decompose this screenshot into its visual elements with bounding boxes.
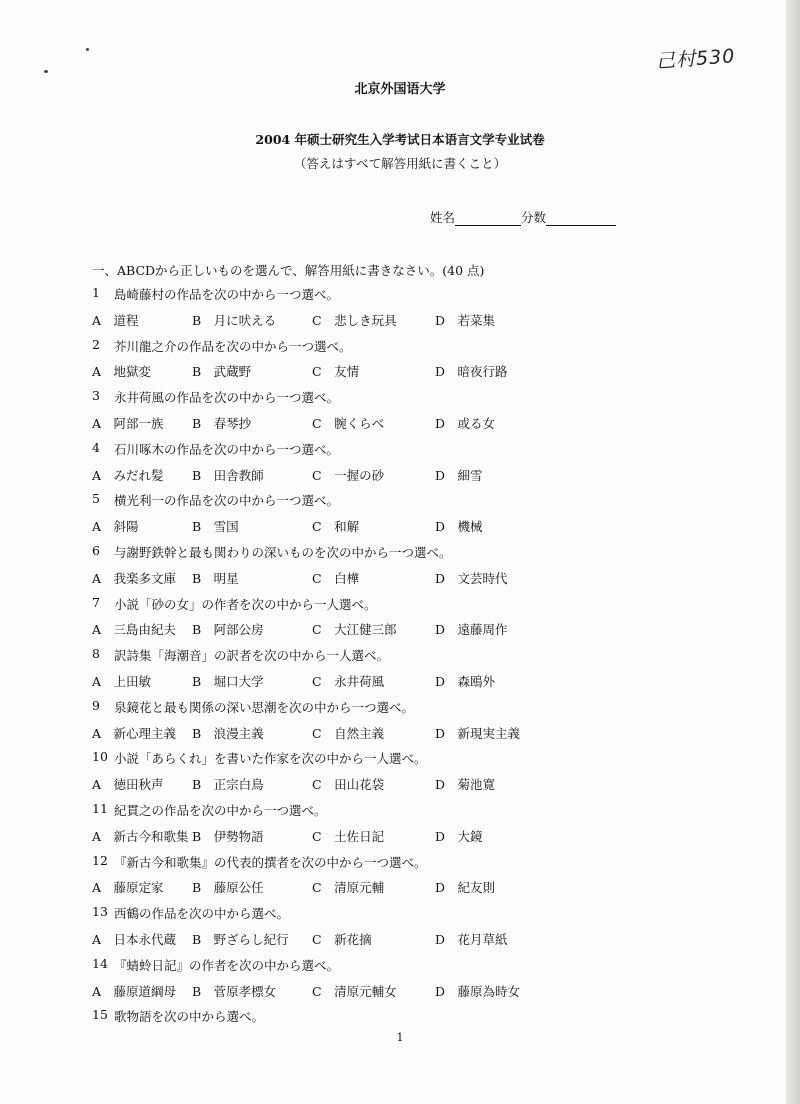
answer-option: C 清原元輔女 xyxy=(312,983,397,999)
answer-option: C 白樺 xyxy=(312,570,360,586)
question-text: 泉鏡花と最も関係の深い思潮を次の中から一つ選べ。 xyxy=(114,699,415,715)
answer-option: D 細雪 xyxy=(435,467,483,483)
answer-option: C 一握の砂 xyxy=(312,467,385,483)
answer-option: A 藤原定家 xyxy=(92,880,164,896)
answer-option: C 腕くらべ xyxy=(312,415,385,431)
question-number: 1 xyxy=(92,285,100,300)
paper-speck xyxy=(44,70,48,73)
options-row xyxy=(92,878,772,904)
options-row xyxy=(92,466,772,492)
answer-option: D 暗夜行路 xyxy=(435,364,508,380)
question-number: 13 xyxy=(92,904,108,920)
answer-option: C 永井荷風 xyxy=(312,673,385,689)
answer-option: B 春琴抄 xyxy=(192,415,252,431)
question-text: 紀貫之の作品を次の中から一つ選べ。 xyxy=(114,802,327,818)
answer-option: D 若菜集 xyxy=(435,312,496,328)
answer-option: C 田山花袋 xyxy=(312,777,385,793)
answer-option: D 森鴎外 xyxy=(435,673,496,689)
answer-option: B 月に吠える xyxy=(192,312,277,328)
exam-title: 2004 年硕士研究生入学考试日本语言文学专业试卷 xyxy=(255,132,545,147)
options-row xyxy=(92,620,772,646)
answer-option: C 友情 xyxy=(312,364,360,380)
answer-option: B 正宗白鳥 xyxy=(192,777,264,793)
question-number: 14 xyxy=(92,955,108,971)
name-blank xyxy=(455,211,521,226)
answer-option: C 大江健三郎 xyxy=(312,622,397,638)
answer-option: A 地獄変 xyxy=(92,364,152,380)
answer-option: A 徳田秋声 xyxy=(92,777,164,793)
question-number: 4 xyxy=(92,439,100,455)
answer-option: A 斜陽 xyxy=(92,519,139,535)
answer-option: B 野ざらし紀行 xyxy=(192,931,289,947)
question-row xyxy=(92,337,772,363)
answer-option: A 日本永代蔵 xyxy=(92,931,177,947)
question-text: 『蜻蛉日記』の作者を次の中から選べ。 xyxy=(114,957,340,973)
answer-option: D 大鏡 xyxy=(435,828,483,844)
question-text: 与謝野鉄幹と最も関わりの深いものを次の中から一つ選べ。 xyxy=(114,544,452,560)
answer-option: A 三島由紀夫 xyxy=(92,622,177,638)
answer-option: C 清原元輔 xyxy=(312,880,385,896)
question-number: 3 xyxy=(92,388,100,404)
answer-option: C 和解 xyxy=(312,519,360,535)
answer-option: D 花月草紙 xyxy=(435,931,508,947)
answer-option: A 上田敏 xyxy=(92,673,152,689)
question-number: 9 xyxy=(92,697,100,713)
page-number: 1 xyxy=(396,1031,404,1044)
answer-option: A 藤原道綱母 xyxy=(92,983,177,999)
score-blank xyxy=(546,211,616,226)
question-number: 12 xyxy=(92,852,108,868)
options-row xyxy=(92,827,772,853)
options-row xyxy=(92,517,772,543)
answer-option: D 紀友則 xyxy=(435,880,496,896)
answer-option: B 浪漫主義 xyxy=(192,725,264,741)
answer-option: C 自然主義 xyxy=(312,725,385,741)
question-number: 10 xyxy=(92,749,108,765)
answer-option: A みだれ髪 xyxy=(92,467,164,483)
score-label: 分数 xyxy=(521,210,547,225)
options-row xyxy=(92,569,772,595)
question-text: 『新古今和歌集』の代表的撰者を次の中から一つ選べ。 xyxy=(114,854,427,870)
question-text: 訳詩集「海潮音」の訳者を次の中から一人選べ。 xyxy=(114,648,390,664)
name-score-line xyxy=(430,208,616,226)
question-number: 5 xyxy=(92,491,100,507)
question-row xyxy=(92,853,772,879)
question-number: 15 xyxy=(92,1007,108,1023)
answer-option: B 雪国 xyxy=(192,519,239,535)
answer-option: A 新古今和歌集 xyxy=(92,828,189,844)
answer-option: D 藤原為時女 xyxy=(435,983,521,999)
question-row xyxy=(92,904,772,930)
answer-option: B 菅原孝標女 xyxy=(192,983,277,999)
question-row xyxy=(92,956,772,982)
options-row xyxy=(92,775,772,801)
question-number: 6 xyxy=(92,542,100,558)
answer-option: A 道程 xyxy=(92,312,139,328)
options-row xyxy=(92,672,772,698)
answer-option: C 土佐日記 xyxy=(312,828,385,844)
question-row xyxy=(92,646,772,672)
paper-speck xyxy=(86,48,89,51)
question-text: 小説「砂の女」の作者を次の中から一人選べ。 xyxy=(114,596,377,612)
options-row xyxy=(92,362,772,388)
answer-option: D 機械 xyxy=(435,519,483,535)
question-text: 横光利一の作品を次の中から一つ選べ。 xyxy=(114,493,340,509)
options-row xyxy=(92,311,772,337)
question-text: 芥川龍之介の作品を次の中から一つ選べ。 xyxy=(114,338,352,354)
answer-option: B 武蔵野 xyxy=(192,364,252,380)
answer-option: B 明星 xyxy=(192,570,239,586)
answer-option: D 文芸時代 xyxy=(435,570,508,586)
question-text: 石川啄木の作品を次の中から一つ選べ。 xyxy=(114,441,340,457)
question-text: 永井荷風の作品を次の中から一つ選べ。 xyxy=(114,390,340,406)
section-title: 一、ABCDから正しいものを選んで、解答用紙に書きなさい。(40 点) xyxy=(92,263,485,278)
answer-option: C 新花摘 xyxy=(312,931,372,947)
options-row xyxy=(92,982,772,1008)
answer-option: B 阿部公房 xyxy=(192,622,264,638)
answer-option: B 堀口大学 xyxy=(192,673,264,689)
answer-option: C 悲しき玩具 xyxy=(312,312,397,328)
answer-option: D 遠藤周作 xyxy=(435,622,508,638)
question-row xyxy=(92,749,772,775)
question-row xyxy=(92,1007,772,1033)
question-row xyxy=(92,388,772,414)
question-row xyxy=(92,543,772,569)
answer-option: D 新現実主義 xyxy=(435,725,521,741)
answer-option: A 我楽多文庫 xyxy=(92,570,177,586)
question-row xyxy=(92,801,772,827)
question-text: 小説「あらくれ」を書いた作家を次の中から一人選べ。 xyxy=(114,751,427,767)
exam-instruction: （答えはすべて解答用紙に書くこと） xyxy=(293,156,507,171)
answer-option: D 或る女 xyxy=(435,415,496,431)
question-number: 7 xyxy=(92,594,100,610)
options-row xyxy=(92,724,772,750)
answer-option: B 田舎教師 xyxy=(192,467,264,483)
question-row xyxy=(92,698,772,724)
question-row xyxy=(92,285,772,311)
question-text: 歌物語を次の中から選べ。 xyxy=(114,1009,265,1025)
question-number: 11 xyxy=(92,800,108,816)
question-row xyxy=(92,491,772,517)
school-name: 北京外国语大学 xyxy=(354,82,446,97)
question-list xyxy=(92,285,772,1033)
question-text: 西鶴の作品を次の中から選べ。 xyxy=(114,906,290,922)
question-row xyxy=(92,595,772,621)
answer-option: B 伊勢物語 xyxy=(192,828,264,844)
name-label: 姓名 xyxy=(430,210,456,225)
answer-option: A 新心理主義 xyxy=(92,725,177,741)
answer-option: D 菊池寛 xyxy=(435,777,496,793)
handwritten-note: 己村530 xyxy=(655,45,737,73)
question-number: 8 xyxy=(92,646,100,662)
options-row xyxy=(92,930,772,956)
options-row xyxy=(92,414,772,440)
answer-option: B 藤原公任 xyxy=(192,880,264,896)
question-number: 2 xyxy=(92,336,100,352)
answer-option: A 阿部一族 xyxy=(92,415,164,431)
question-text: 島崎藤村の作品を次の中から一つ選べ。 xyxy=(114,287,340,302)
question-row xyxy=(92,440,772,466)
